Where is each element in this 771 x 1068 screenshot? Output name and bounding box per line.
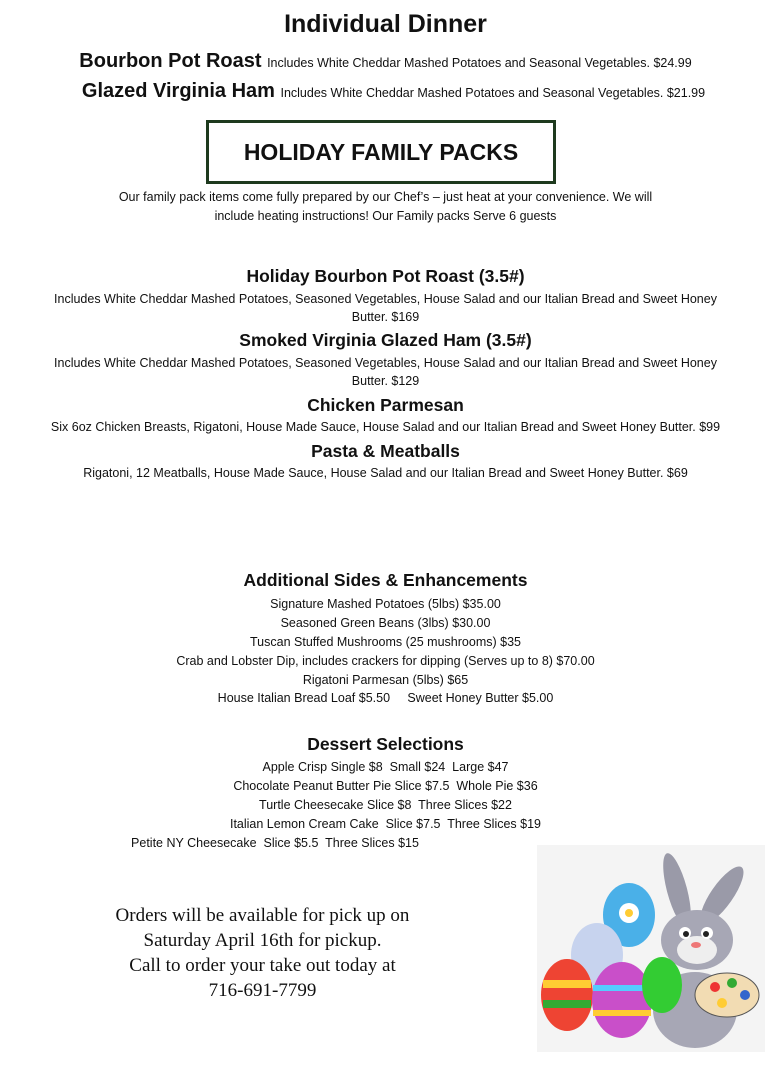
side-item: Signature Mashed Potatoes (5lbs) $35.00 xyxy=(270,597,501,611)
pickup-line: Orders will be available for pick up on xyxy=(115,905,410,926)
pickup-line: Saturday April 16th for pickup. xyxy=(143,930,382,951)
side-item: Tuscan Stuffed Mushrooms (25 mushrooms) $35 xyxy=(250,635,521,649)
side-item: House Italian Bread Loaf $5.50 Sweet Honey Butter $5.00 xyxy=(217,691,554,705)
dessert-item: Apple Crisp Single $8 Small $24 Large $47 xyxy=(262,760,509,774)
phone-number: 716-691-7799 xyxy=(208,980,317,1001)
family-intro-line: include heating instructions! Our Family packs Serve 6 guests xyxy=(214,209,557,223)
family-packs-title-box: HOLIDAY FAMILY PACKS xyxy=(206,120,556,184)
item-desc: Includes White Cheddar Mashed Potatoes and Seasonal Vegetables. $24.99 xyxy=(267,56,692,70)
pack-desc: Butter. $129 xyxy=(351,374,420,388)
item-desc: Includes White Cheddar Mashed Potatoes and Seasonal Vegetables. $21.99 xyxy=(280,86,706,100)
pack-title: Chicken Parmesan xyxy=(307,395,464,415)
sides-title: Additional Sides & Enhancements xyxy=(243,570,528,590)
side-item: Rigatoni Parmesan (5lbs) $65 xyxy=(302,673,469,687)
item-name: Glazed Virginia Ham xyxy=(81,80,275,102)
pack-desc: Includes White Cheddar Mashed Potatoes, Seasoned Vegetables, House Salad and our Italian Bread and Sweet Honey xyxy=(54,292,717,306)
menu-item-glazed-virginia-ham xyxy=(8,78,771,106)
pack-desc: Butter. $169 xyxy=(351,310,420,324)
pack-desc: Six 6oz Chicken Breasts, Rigatoni, House Made Sauce, House Salad and our Italian Bread and Sweet Honey Butter. $99 xyxy=(50,420,721,434)
pack-desc: Includes White Cheddar Mashed Potatoes, Seasoned Vegetables, House Salad and our Italian Bread and Sweet Honey xyxy=(54,356,717,370)
dessert-item: Petite NY Cheesecake Slice $5.5 Three Slices $15 xyxy=(131,836,419,850)
pickup-line: Call to order your take out today at xyxy=(129,955,396,976)
dessert-item: Italian Lemon Cream Cake Slice $7.5 Three Slices $19 xyxy=(229,817,542,831)
menu-item-bourbon-pot-roast xyxy=(0,48,771,76)
side-item: Seasoned Green Beans (3lbs) $30.00 xyxy=(280,616,491,630)
individual-dinner-title: Individual Dinner xyxy=(284,10,487,38)
dessert-item: Chocolate Peanut Butter Pie Slice $7.5 Whole Pie $36 xyxy=(233,779,538,793)
family-intro-line: Our family pack items come fully prepared by our Chef’s – just heat at your convenience. We will xyxy=(118,190,653,204)
palette-icon xyxy=(695,973,759,1017)
easter-bunny-illustration xyxy=(537,845,765,1052)
item-name: Bourbon Pot Roast xyxy=(79,50,262,72)
pack-title: Pasta & Meatballs xyxy=(311,441,460,461)
pack-desc: Rigatoni, 12 Meatballs, House Made Sauce, House Salad and our Italian Bread and Sweet Honey Butter. $69 xyxy=(83,466,688,480)
side-item: Crab and Lobster Dip, includes crackers for dipping (Serves up to 8) $70.00 xyxy=(176,654,595,668)
desserts-title: Dessert Selections xyxy=(307,734,464,754)
pack-title: Smoked Virginia Glazed Ham (3.5#) xyxy=(239,330,532,350)
dessert-item: Turtle Cheesecake Slice $8 Three Slices $22 xyxy=(259,798,512,812)
pack-title: Holiday Bourbon Pot Roast (3.5#) xyxy=(246,266,525,286)
